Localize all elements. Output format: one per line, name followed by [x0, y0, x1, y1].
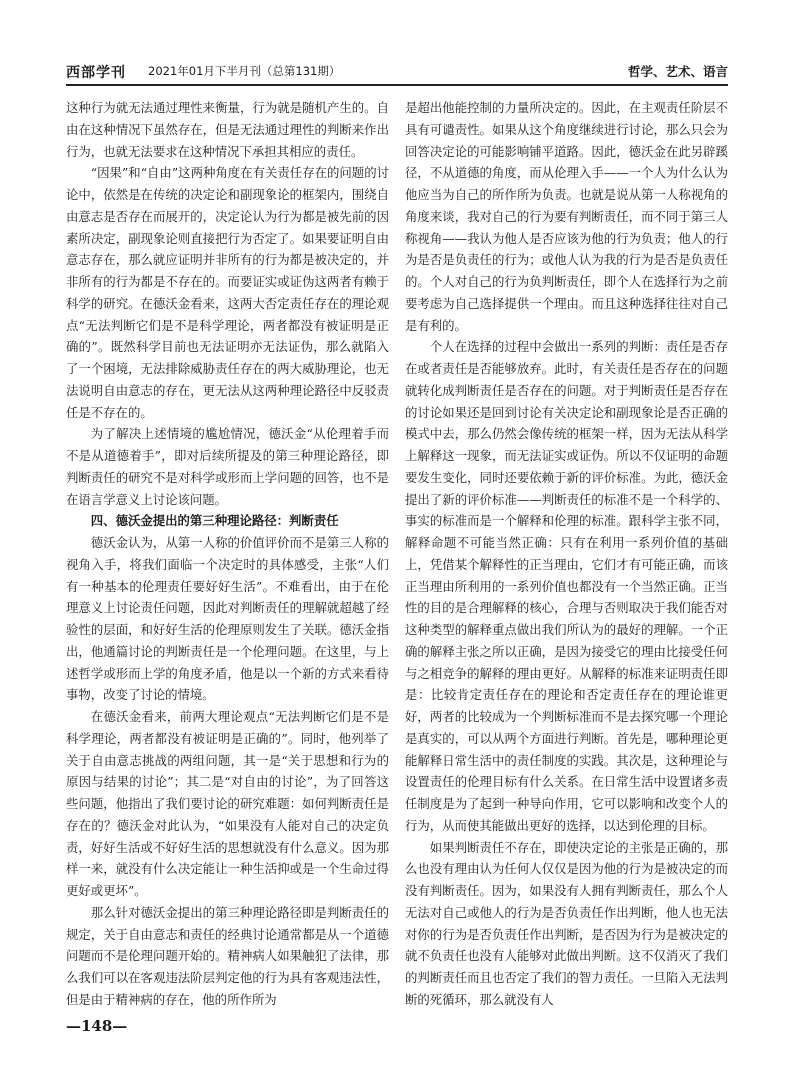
paragraph: 德沃金认为，从第一人称的价值评价而不是第三人称的视角入手，将我们面临一个决定时的具体感受，主张“人们有一种基本的伦理责任要好好生活”。不难看出，由于在伦理意义上讨论责任问题，因此对判断责任的理解就超越了经验性的层面，和好好生活的伦理原则发生了关联。德沃金指出，他通篇讨论的判断责任是一个伦理问题。在这里，与上述哲学或形而上学的角度矛盾，他是以一个新的方式来看待事物，改变了讨论的情境。	[66, 535, 389, 703]
paragraph: 个人在选择的过程中会做出一系列的判断：责任是否存在或者责任是否能够放弃。此时，有关责任是否存在的问题就转化成判断责任是否存在的问题。对于判断责任是否存在的讨论如果还是回到讨论有关决定论和副现象论是否正确的模式中去，那么仍然会像传统的框架一样，因为无法从科学上解释这一现象，而无法证实或证伪。所以不仅证明的命题要发生变化，同时还要依赖于新的评价标准。为此，德沃金提出了新的评价标准——判断责任的标准不是一个科学的、事实的标准而是一个解释和伦理的标准。跟科学主张不同，解释命题不可能当然正确：只有在利用一系列价值的基础上，凭借某个解释性的正当理由，它们才有可能正确，而该正当理由所利用的一系列价值也都没有一个当然正确。正当性的目的是合理解释的核心，合理与否则取决于我们能否对这种类型的解释重点做出我们所认为的最好的理解。一个正确的解释主张之所以正确，是因为接受它的理由比接受任何与之相竞争的解释的理由更好。从解释的标准来证明责任即是：比较肯定责任存在的理论和否定责任存在的理论谁更好，两者的比较成为一个判断标准而不是去探究哪一个理论是真实的，可以从两个方面进行判断。首先是，哪种理论更能解释日常生活中的责任制度的实践。其次是，这种理论与设置责任的伦理目标有什么关系。在日常生活中设置诸多责任制度是为了起到一种导向作用，它可以影响和改变个人的行为，从而使其能做出更好的选择，以达到伦理的目标。	[405, 339, 728, 833]
page-number: —148—	[66, 1017, 128, 1035]
paragraph: 在德沃金看来，前两大理论观点“无法判断它们是不是科学理论，两者都没有被证明是正确的”。同时，他列举了关于自由意志挑战的两组问题，其一是“关于思想和行为的原因与结果的讨论”；其二是“对自由的讨论”，为了回答这些问题，他指出了我们要讨论的研究难题：如何判断责任是存在的？德沃金对此认为，“如果没有人能对自己的决定负责，好好生活或不好好生活的思想就没有什么意义。因为那样一来，就没有什么决定能让一种生活抑或是一个生命过得更好或更坏”。	[66, 709, 389, 898]
right-column	[405, 97, 728, 1013]
paragraph: 那么针对德沃金提出的第三种理论路径即是判断责任的规定，关于自由意志和责任的经典讨论通常都是从一个道德问题而不是伦理问题开始的。精神病人如果触犯了法律，那么我们可以在客观违法阶层判定他的行为具有客观违法性，但是由于精神病的存在，他的所作所为	[66, 904, 389, 1007]
section-heading: 四、德沃金提出的第三种理论路径：判断责任	[90, 513, 339, 529]
page-header	[66, 58, 728, 86]
issue-info: 2021年01月下半月刊（总第131期）	[148, 64, 341, 78]
paragraph: 为了解决上述情境的尴尬情况，德沃金“从伦理着手而不是从道德着手”，即对后续所提及的第三种理论路径，即判断责任的研究不是对科学或形而上学问题的回答，也不是在语言学意义上讨论该问题。	[66, 426, 389, 507]
paragraph: 这种行为就无法通过理性来衡量，行为就是随机产生的。自由在这种情况下虽然存在，但是无法通过理性的判断来作出行为，也就无法要求在这种情况下承担其相应的责任。	[66, 100, 389, 159]
paragraph: 如果判断责任不存在，即使决定论的主张是正确的，那么也没有理由认为任何人仅仅是因为他的行为是被决定的而没有判断责任。因为，如果没有人拥有判断责任，那么个人无法对自己或他人的行为是否负责任作出判断，他人也无法对你的行为是否负责任作出判断，是否因为行为是被决定的就不负责任也没有人能够对此做出判断。这不仅消灭了我们的判断责任而且也否定了我们的智力责任。一旦陷入无法判断的死循环，那么就没有人	[405, 839, 728, 1007]
left-column	[66, 97, 389, 1013]
paragraph: 是超出他能控制的力量所决定的。因此，在主观责任阶层不具有可谴责性。如果从这个角度继续进行讨论，那么只会为回答决定论的可能影响铺平道路。因此，德沃金在此另辟蹊径，不从道德的角度，而从伦理入手——一个人为什么认为他应当为自己的所作所为负责。也就是说从第一人称视角的角度来谈，我对自己的行为要有判断责任，而不同于第三人称视角——我认为他人是否应该为他的行为负责；他人的行为是否是负责任的行为；或他人认为我的行为是否是负责任的。个人对自己的行为负判断责任，即个人在选择行为之前要考虑为自己选择提供一个理由。而且这种选择往往对自己是有利的。	[405, 100, 728, 333]
section-title: 哲学、艺术、语言	[627, 64, 728, 79]
paragraph: “因果”和“自由”这两种角度在有关责任存在的问题的讨论中，依然是在传统的决定论和副现象论的框架内，围绕自由意志是否存在而展开的，决定论认为行为都是被先前的因素所决定，副现象论则直接把行为否定了。如果要证明自由意志存在，那么就应证明并非所有的行为都是被决定的，并非所有的行为都是不存在的。而要证实或证伪这两者有赖于科学的研究。在德沃金看来，这两大否定责任存在的理论观点“无法判断它们是不是科学理论，两者都没有被证明是正确的”。既然科学目前也无法证明亦无法证伪，那么就陷入了一个困境，无法排除威胁责任存在的两大威胁理论，也无法说明自由意志的存在，更无法从这两种理论路径中反驳责任是不存在的。	[66, 165, 389, 420]
journal-logo: 西部学刊	[66, 65, 126, 81]
